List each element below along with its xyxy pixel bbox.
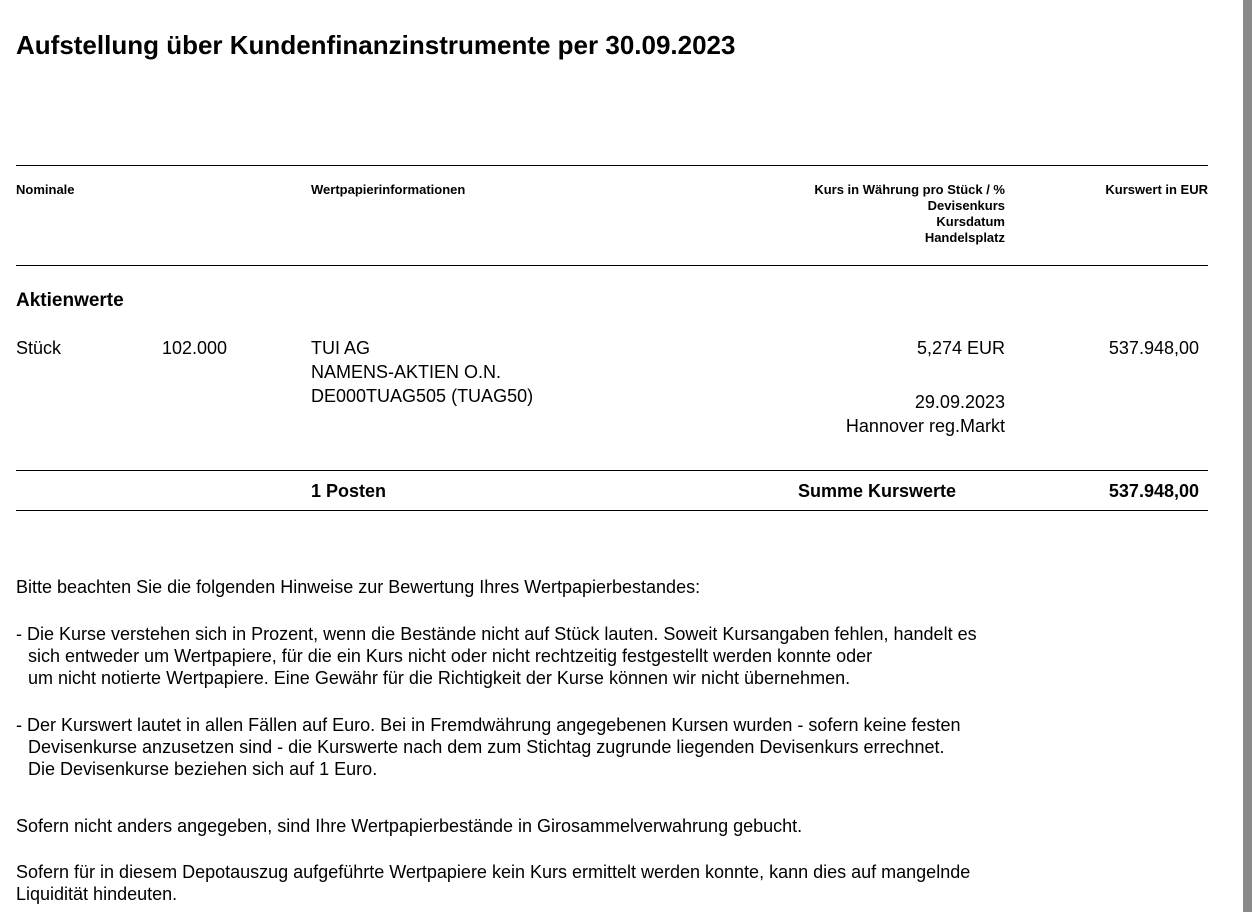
total-value: 537.948,00 bbox=[1108, 481, 1199, 501]
header-kurs-line: Kurs in Währung pro Stück / % bbox=[814, 182, 1005, 197]
header-kurs-line: Handelsplatz bbox=[924, 230, 1005, 245]
table-bottom-rule bbox=[16, 510, 1208, 511]
notes-line: Die Devisenkurse beziehen sich auf 1 Euro. bbox=[28, 759, 378, 779]
header-kurswert: Kurswert in EUR bbox=[1105, 182, 1208, 197]
notes-line: Liquidität hindeuten. bbox=[16, 884, 178, 904]
total-posten: 1 Posten bbox=[311, 481, 387, 501]
total-label: Summe Kurswerte bbox=[797, 481, 956, 501]
notes-line: Sofern für in diesem Depotauszug aufgeführte Wertpapiere kein Kurs ermittelt werden konnte, kann dies auf mangelnde bbox=[16, 862, 971, 882]
section-title: Aktienwerte bbox=[16, 290, 124, 311]
notes-line: - Die Kurse verstehen sich in Prozent, wenn die Bestände nicht auf Stück lauten. Soweit Kursangaben fehlen, handelt es bbox=[16, 624, 977, 644]
table-total-top-rule bbox=[16, 470, 1208, 471]
row-security-name: TUI AG bbox=[311, 338, 371, 358]
row-kursdatum: 29.09.2023 bbox=[914, 392, 1005, 412]
page-title: Aufstellung über Kundenfinanzinstrumente per 30.09.2023 bbox=[16, 30, 736, 60]
notes-hint-kurse bbox=[16, 623, 977, 689]
notes-line: - Der Kurswert lautet in allen Fällen auf Euro. Bei in Fremdwährung angegebenen Kursen wurden - sofern keine festen bbox=[16, 715, 961, 735]
row-security-type: NAMENS-AKTIEN O.N. bbox=[311, 362, 502, 382]
notes-intro: Bitte beachten Sie die folgenden Hinweise zur Bewertung Ihres Wertpapierbestandes: bbox=[16, 577, 701, 597]
notes-liquiditaet bbox=[16, 861, 970, 905]
header-kurs-stack bbox=[814, 182, 1005, 246]
notes-line: sich entweder um Wertpapiere, für die ein Kurs nicht oder nicht rechtzeitig festgestellt werden konnte oder bbox=[28, 646, 873, 666]
header-wertpapierinformationen: Wertpapierinformationen bbox=[311, 182, 466, 197]
header-kurs-line: Devisenkurs bbox=[927, 198, 1005, 213]
header-nominale: Nominale bbox=[16, 182, 75, 197]
row-security-isin: DE000TUAG505 (TUAG50) bbox=[311, 386, 534, 406]
notes-line: Devisenkurse anzusetzen sind - die Kurswerte nach dem zum Stichtag zugrunde liegenden Devisenkurs errechnet. bbox=[28, 737, 945, 757]
row-kurs: 5,274 EUR bbox=[916, 338, 1005, 358]
table-header-rule bbox=[16, 265, 1208, 266]
notes-girosammel: Sofern nicht anders angegeben, sind Ihre Wertpapierbestände in Girosammelverwahrung gebucht. bbox=[16, 816, 803, 836]
row-handelsplatz: Hannover reg.Markt bbox=[845, 416, 1005, 436]
row-nominal: 102.000 bbox=[162, 338, 228, 358]
table-top-rule bbox=[16, 165, 1208, 166]
header-kurs-line: Kursdatum bbox=[936, 214, 1005, 229]
row-unit: Stück bbox=[16, 338, 62, 358]
viewer-scrollbar[interactable] bbox=[1243, 0, 1252, 912]
row-kurswert: 537.948,00 bbox=[1108, 338, 1199, 358]
notes-hint-kurswert bbox=[16, 714, 961, 780]
notes-line: um nicht notierte Wertpapiere. Eine Gewähr für die Richtigkeit der Kurse können wir nicht übernehmen. bbox=[28, 668, 851, 688]
